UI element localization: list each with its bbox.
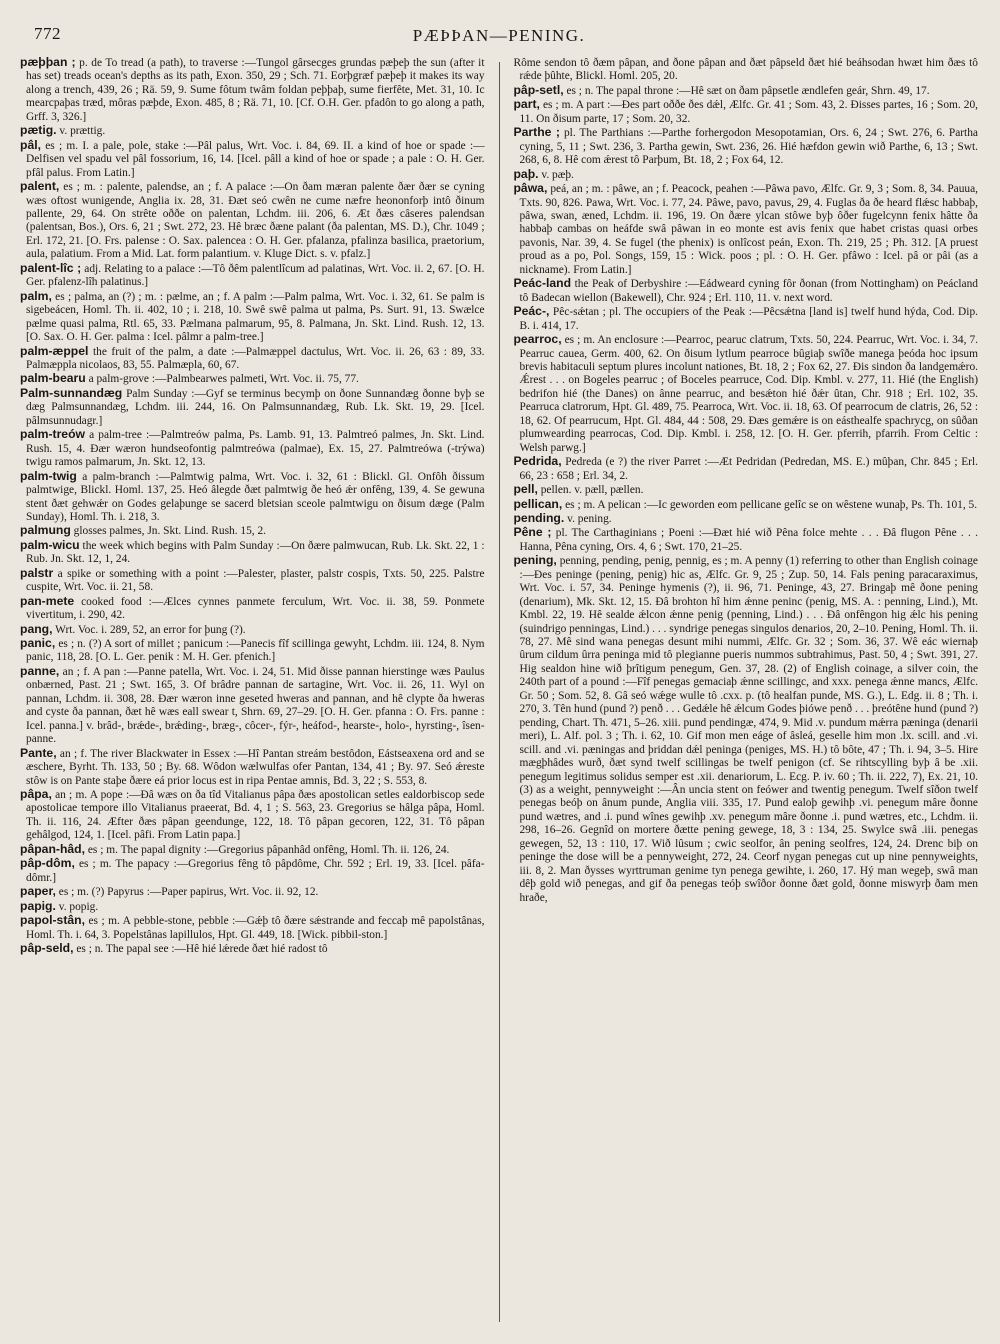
dictionary-entry (20, 914, 485, 942)
dictionary-entry (20, 567, 485, 595)
dictionary-entry (20, 942, 485, 956)
entry-headword: pang, (20, 621, 53, 636)
dictionary-entry (20, 262, 485, 290)
entry-definition: an ; m. A pope :—Ðâ wæs on ða tîd Vitalianus pâpa ðæs apostolican setles ealdorbiscop sede apostolicae tempore illo Vitalianus praeerat, Bd. 4, 1 ; S. 563, 23. Gregorius se hâlga pâpa, Homl. Th. ii. 116, 24. Æfter ðæs pâpan geendunge, 122, 18. Tô pâpan gecoren, 122, 31. Tô pâpan gehâlgod, 124, 1. [Icel. pâfi. From Latin papa.] (26, 789, 485, 842)
dictionary-entry (513, 56, 978, 84)
entry-headword: pæþþan ; (20, 56, 76, 69)
dictionary-entry (20, 524, 485, 538)
entry-definition: es ; m. The papacy :—Gregorius fêng tô pâpdôme, Chr. 592 ; Erl. 19, 33. [Icel. pâfa-dômr.] (26, 858, 485, 884)
entry-definition: the fruit of the palm, a date :—Palmæppel dactulus, Wrt. Voc. ii. 26, 63 : 89, 33. Palmæppla nicolaos, 83, 55. Palmæpla, 60, 67. (26, 345, 485, 371)
entry-definition: es ; m. The papal dignity :—Gregorius pâpanhâd onfêng, Homl. Th. ii. 126, 24. (87, 843, 450, 856)
entry-headword: paper, (20, 884, 56, 899)
entry-headword: paþ. (513, 166, 539, 181)
dictionary-entry (513, 455, 978, 483)
entry-definition: cooked food :—Ælces cynnes panmete ferculum, Wrt. Voc. ii. 38, 59. Ponmete vivertitum, i. 290, 42. (26, 595, 485, 622)
entry-headword: pâpa, (20, 787, 52, 802)
text-columns (20, 56, 978, 1336)
running-title: PÆÞÞAN—PENING. (412, 26, 586, 45)
entry-definition: an ; f. The river Blackwater in Essex :—Hî Pantan streám bestôdon, Eástseaxena ord and se æschere, Byrht. Th. 133, 50 ; By. 68. Wôdon wælwulfas ofer Pantan, 134, 41 ; By. 97. Seó ǽreste stôw is on Pante staþe ðære eá prior locus est in ripa Pentae amnis, Bd. 3, 22 ; S. 553, 8. (26, 747, 485, 787)
entry-headword: palm-bearu (20, 371, 86, 386)
entry-headword: Pêne ; (513, 525, 552, 540)
entry-headword: panne, (20, 663, 60, 678)
entry-definition: es ; n. The papal throne :—Hê sæt on ðam pâpsetle ændlefen geár, Shrn. 49, 17. (566, 84, 930, 97)
page-number: 772 (34, 24, 61, 43)
dictionary-entry (20, 428, 485, 469)
entry-headword: pâp-setl, (513, 82, 564, 97)
entry-headword: palstr (20, 565, 54, 580)
entry-headword: part, (513, 97, 540, 112)
entry-headword: palm-æppel (20, 343, 89, 358)
dictionary-entry (20, 372, 485, 386)
dictionary-entry (20, 857, 485, 885)
entry-definition: peá, an ; m. : pâwe, an ; f. Peacock, peahen :—Pâwa pavo, Ælfc. Gr. 9, 3 ; Som. 8, 34. Pauua, Txts. 90, 826. Pawa, Wrt. Voc. i. 77, 24. Pâwe, pavo, pavus, 29, 4. Fuglas ða ðe heard flǽsc habbaþ, pâwa, swan, æned, Lchdm. ii. 196, 19. On ðære ylcan stôwe byþ ôðer fugelcynn fenix hâtte ða habbaþ cambas on heáfde swâ pâwan in eo monte est avis fenix que habet cristas quasi orbes pavonis, Nar. 39, 4. Se fugel (the phenix) is onlîcost peán, Exon. Th. 219, 25 ; Ph. 312. [A pruest proud as a po, Pol. Songs, 159, 15 : Wick. poos ; pl. : O. H. Ger. pfâwo : Icel. pâ or pâi (as a nickname). From Latin.] (519, 183, 978, 276)
dictionary-entry (20, 387, 485, 428)
entry-definition: v. pæþ. (541, 168, 574, 181)
entry-headword: papig. (20, 898, 56, 913)
entry-headword: Pante, (20, 745, 57, 760)
dictionary-entry (20, 900, 485, 914)
dictionary-entry (20, 345, 485, 373)
dictionary-entry (20, 747, 485, 788)
entry-definition: es ; m. I. a pale, pole, stake :—Pâl palus, Wrt. Voc. i. 84, 69. II. a kind of hoe or spade :—Delfisen vel spadu vel pâl fossorium, 16, 14. [Icel. pâll a kind of hoe or spade ; a pale : O. H. Ger. pfâl palus. From Latin.] (26, 139, 485, 179)
entry-headword: pening, (513, 553, 557, 568)
entry-definition: pl. The Parthians :—Parthe forhergodon Mesopotamian, Ors. 6, 24 ; Swt. 276, 6. Partha cyning, 5, 11 ; Swt. 236, 3. Partha gewin, Swt. 236, 26. Hié hæfdon gewin wið Parthe, 6, 13 ; Swt. 268, 6, 8. Hê com ǽrest tô Parþum, Bt. 18, 2 ; Fox 64, 12. (519, 127, 978, 167)
entry-definition: p. de To tread (a path), to traverse :—Tungol gârsecges grundas pæþeþ the sun (after it has set) treads ocean's depths as its path, Exon. 350, 29 ; Sch. 71. Eorþgræf pæþeþ it makes its way along a trench, 439, 26 ; Rä. 59, 9. Sume fôtum twâm foldan peþþaþ, sume fierfête, Met. 31, 10. Ic mearcpaþas træd, môras pæþde, Exon. 485, 8 ; Rä. 71, 10. [Cf. O.H. Ger. pfadôn to go along a path, Grff. 3, 326.] (26, 57, 485, 123)
dictionary-entry (513, 277, 978, 305)
entry-headword: palm-wicu (20, 537, 80, 552)
dictionary-entry (20, 180, 485, 262)
dictionary-entry (513, 126, 978, 167)
entry-definition: Pedreda (e ?) the river Parret :—Æt Pedridan (Pedredan, MS. E.) mûþan, Chr. 845 ; Erl. 66, 23 : 658 ; Erl. 34, 2. (519, 456, 978, 482)
entry-definition: the Peak of Derbyshire :—Eádweard cyning fôr ðonan (from Nottingham) on Peácland tô Badecan wiellon (Bakewell), Chr. 924 ; Erl. 110, 11. v. next word. (519, 278, 978, 304)
entry-headword: pâp-dôm, (20, 856, 75, 871)
entry-definition: pellen. v. pæll, pællen. (540, 484, 644, 497)
entry-headword: pellican, (513, 496, 563, 511)
dictionary-entry (20, 539, 485, 567)
dictionary-entry (20, 885, 485, 899)
dictionary-entry (513, 512, 978, 526)
dictionary-entry (20, 290, 485, 345)
entry-headword: Peác-, (513, 304, 550, 319)
dictionary-entry (20, 470, 485, 525)
entry-definition: es ; m. A part :—Ðes part oððe ðes dǽl, Ælfc. Gr. 41 ; Som. 43, 2. Ðisses partes, 16 ; Som. 20, 11. On ðisum parte, 17 ; Som. 20, 32. (519, 99, 978, 125)
entry-headword: palm, (20, 288, 52, 303)
entry-headword: pearroc, (513, 332, 562, 347)
entry-definition: Pêc-sǽtan ; pl. The occupiers of the Peak :—Pêcsǽtna [land is] twelf hund hýda, Cod. Dip. B. i. 414, 17. (519, 306, 978, 332)
entry-headword: Peác-land (513, 276, 572, 291)
dictionary-entry (513, 84, 978, 98)
entry-definition: adj. Relating to a palace :—Tô ðêm palentlîcum ad palatinas, Wrt. Voc. ii. 2, 67. [O. H. Ger. pfalenz-lîh palatinus.] (26, 262, 485, 289)
dictionary-entry (513, 305, 978, 333)
entry-definition: es ; m. A pebble-stone, pebble :—Gǽþ tô ðære sǽstrande and feccaþ mê papolstânas, Homl. Th. i. 64, 3. Popelstânas lapillulos, Hpt. Gl. 449, 18. [Wick. pibbil-ston.] (26, 915, 485, 941)
entry-headword: pâwa, (513, 181, 548, 196)
entry-definition: pl. The Carthaginians ; Poeni :—Ðæt hié wið Pêna folce mehte . . . Ðâ flugon Pêne . . . Hanna, Pêna cyning, Ors. 4, 6 ; Swt. 170, 21–25. (519, 527, 978, 553)
entry-headword: palmung (20, 523, 71, 538)
entry-definition: es ; n. The papal see :—Hê hié lǽrede ðæt hié radost tô (76, 943, 328, 955)
entry-definition: the week which begins with Palm Sunday :—On ðære palmwucan, Rub. Lk. Skt. 22, 1 : Rub. Jn. Skt. 12, 1, 24. (26, 539, 485, 566)
dictionary-entry (513, 333, 978, 455)
entry-definition: glosses palmes, Jn. Skt. Lind. Rush. 15, 2. (73, 525, 267, 538)
entry-headword: palent, (20, 179, 60, 194)
entry-headword: pâp-seld, (20, 941, 74, 955)
dictionary-entry (513, 98, 978, 126)
entry-headword: Pedrida, (513, 454, 562, 469)
dictionary-entry (513, 554, 978, 905)
entry-definition: v. popig. (58, 900, 99, 913)
entry-definition: es ; m. (?) Papyrus :—Paper papirus, Wrt. Voc. ii. 92, 12. (58, 886, 319, 899)
entry-headword: pan-mete (20, 593, 75, 608)
left-column (20, 56, 499, 1336)
dictionary-entry (20, 665, 485, 747)
entry-headword: pending. (513, 510, 565, 525)
dictionary-entry (20, 637, 485, 665)
entry-definition: es ; n. (?) A sort of millet ; panicum :—Panecis fîf scillinga gewyht, Lchdm. iii. 124, 8. Nym panic, 118, 28. [O. L. Ger. penik : M. H. Ger. pfenich.] (26, 638, 485, 664)
dictionary-entry (20, 56, 485, 124)
dictionary-entry (20, 595, 485, 623)
entry-headword: pætig. (20, 123, 57, 138)
entry-definition: v. pening. (567, 512, 612, 525)
entry-definition: a palm-tree :—Palmtreów palma, Ps. Lamb. 91, 13. Palmtreó palmes, Jn. Skt. Lind. Rush. 15, 4. Ðær wæron hundseofontig palmtreówa (palmae), Ex. 15, 27. Palmtreówa (-trýwa) twigu ramos palmarum, Jn. Skt. 12, 13. (26, 429, 485, 469)
entry-headword: palent-lîc ; (20, 260, 82, 275)
entry-definition: Palm Sunday :—Gyf se terminus becymþ on ðone Sunnandæg ðonne byþ se dæg Palmsunnandæg, Lchdm. iii. 244, 16. On Palmsunnandæg, Rub. Lk. Skt. 19, 29. [Icel. pâlmsunnudagr.] (26, 387, 485, 427)
entry-definition: an ; f. A pan :—Panne patella, Wrt. Voc. i. 24, 51. Mid ðisse pannan hierstinge wæs Paulus onbærned, Past. 21 ; Swt. 165, 3. Of brâdre pannan de sartagine, Wrt. Voc. ii. 26, 11. Wyl on pannan, Lchdm. ii. 308, 28. Ðær wæron inne geseted hweras and pannan, and hê clypte ða hweras and cyste ða pannan, ðæt hê wæs eall swear t, Shrn. 69, 27–29. [O. H. Ger. pfanna : O. Frs. panne : Icel. panna.] v. brâd-, brǽde-, brǽding-, bræg-, côcer-, fýr-, heáfod-, hearste-, holo-, hyrsting-, îsen-panne. (26, 665, 485, 746)
dictionary-entry (20, 139, 485, 180)
entry-headword: palm-treów (20, 427, 86, 442)
entry-headword: pell, (513, 482, 538, 497)
entry-definition: Wrt. Voc. i. 289, 52, an error for þung (?). (55, 623, 246, 636)
dictionary-entry (513, 168, 978, 182)
dictionary-entry (20, 788, 485, 843)
entry-headword: palm-twig (20, 468, 77, 483)
entry-headword: pâl, (20, 137, 41, 152)
entry-definition: es ; palma, an (?) ; m. : pælme, an ; f. A palm :—Palm palma, Wrt. Voc. i. 32, 61. Se palm is sigebeácen, Homl. Th. ii. 402, 10 ; i. 218, 10. Swê swê palma ut palma, Ps. Surt. 91, 13. Swælce pælme quasi palma, Rtl. 65, 33. Pælmana palmarum, 95, 8. Palmana, Jn. Skt. Lind. Rush. 12, 13. [O. Sax. O. H. Ger. palma : Icel. pâlmr a palm-tree.] (26, 290, 485, 344)
entry-definition: es ; m. A pelican :—Ic geworden eom pellicane gelîc se on wêstene wunaþ, Ps. Th. 101, 5. (565, 498, 978, 511)
dictionary-entry (513, 498, 978, 512)
entry-definition: v. prættig. (59, 125, 106, 138)
dictionary-entry (20, 623, 485, 637)
dictionary-entry (513, 526, 978, 554)
entry-headword: Palm-sunnandæg (20, 385, 123, 400)
entry-headword: panic, (20, 636, 56, 651)
entry-headword: pâpan-hâd, (20, 841, 86, 856)
dictionary-entry (20, 124, 485, 138)
entry-definition: a palm-grove :—Palmbearwes palmeti, Wrt. Voc. ii. 75, 77. (88, 373, 359, 386)
entry-definition: es ; m. : palente, palendse, an ; f. A palace :—On ðam mæran palente ðær ðær se cyning wæs oftost wunigende, Anglia ix. 28, 31. Ðæt seó cwên ne cume næfre heononforþ intô ðinum pallente, 29, 64. On strête oððe on palentan, Lchdm. iii. 206, 6. Æt ðæs câseres palendsan (palentsan, Bos.), Ors. 6, 21 ; Swt. 272, 23. Hê bræc ðæne palant (ða palentan, MS. D.), Chr. 1049 ; Erl. 172, 21. [O. Frs. palense : O. Sax. palencea : O. H. Ger. pfalanza, pfalinza basilica, praetorium, aula, palatium. From a Mid. Lat. form palantium. v. Kluge Dict. s. v. pfalz.] (26, 181, 485, 261)
entry-definition: penning, pending, penig, pennig, es ; m. A penny (1) referring to other than English coinage :—Ðes peninge (pening, penig) hic as, Ælfc. Gr. 9, 25 ; Zup. 50, 14. Fals pening paracaraximus, Wrt. Voc. i. 57, 34. Peninge hymenis (?), ii. 96, 71. Peninge, 43, 27. Bringaþ mê ðone pening (denarium), Mk. Skt. 12, 15. Ðâ brohton hî him ǽnne peninc (penig, MS. A. : penning, Lind.), Mt. Kmbl. 22, 19. Hê sealde ǽlcon ǽnne penig (penning, Lind.) . . . Ðâ onfêngon hig ǽlc his pening (suindrigo penningas, Lind.) . . . syndrige penegas singulos denarios, 20, 2–10. Pening, Homl. Th. ii. 78, 27. Mê sind wana penegas desunt mihi nummi, Ælfc. Gr. 32 ; Som. 36, 37. Wê eác wiernaþ ûrum cildum ûrra peninga mid tô plegianne pueris nummos subtrahimus, Past. 50, 4 ; Swt. 391, 27. Hig sealdon hine wið þrîtigum penegum, Gen. 37, 28. (2) of English coinage, a silver coin, the 240th part of a pound :—Fîf penegas gemaciaþ ǽnne scillingc, and xxx. penega ǽnne mancs, Ælfc. Gr. 50 ; Som. 52, 8. Gâ seó wǽge wulle tô .cxx. p. (tô healfan punde, MS. G.), L. Edg. ii. 8 ; Th. i. 270, 3. Tên hund (pund ?) penð . . . Gedǽle hê ǽlcum Godes þiówe penð . . . þreótêne hund (pund ?) pending, Chart. Th. 471, 5–26. xiii. pund pendingæ, 474, 9. Mid .v. pundum mǽrra pæninga (denarii meri), L. Alf. pol. 3 ; Th. i. 62, 10. Gif mon men eáge of âsleá, geselle him mon .lx. scill. and .vi. scill. and .vi. pæningas and þriddan dǽl peninga (peniges, MS. H.) tô bôte, 47 ; Th. i. 94, 3–5. Hire mægþhâdes wurð, ðæt synd twelf scillingas be twelf penigon (cf. Se rihtscylling byþ â be .xii. penegum legitimus solidus semper est .xii. denariorum, L. Ecg. P. iv. 60 ; Th. ii. 222, 7), Ex. 21, 10. (3) as a weight, pennyweight :—Ân uncia stent on feówer and twentig penegum. Twelf sîðon twelf penegas beóþ on ânum punde, Anglia viii. 335, 17. Pund ealoþ gewihþ .vi. penegum mâre ðonne pund wætres, and .i. pund wînes gewihþ .xv. penegum mâre ðonne .i. pund wætres, etc., Lchdm. ii. 298, 16–26. Gegnîd on mortere ðætte pening gewege, 18, 3 : 134, 25. Swylce swâ .iii. penegas gewegen, 52, 13 : 110, 17. Wið lûsum ; cwic seolfor, ân pening seolfres, 124, 24. Drenc biþ on peninge the dose will be a pennyweight, 272, 24. Ceorf nygan penegas cut up nine pennyweights, iii. 8, 2. Man ðysses wyrttruman genime tyn penega gewihte, i. 260, 17. Hý man wegeþ, swâ man dêþ gold wið penegas, and gif ða penegas teóþ swîðor ðonne ðæt gold, ðonne miswyrþ ðam men hraðe, (519, 555, 978, 904)
dictionary-entry (513, 182, 978, 277)
entry-definition: Rôme sendon tô ðæm pâpan, and ðone pâpan and ðæt pâpseld ðæt hié beáhsodan hwæt him ðæs tô rǽde þûhte, Blickl. Homl. 205, 20. (513, 57, 978, 83)
entry-headword: papol-stân, (20, 913, 86, 928)
entry-definition: a palm-branch :—Palmtwig palma, Wrt. Voc. i. 32, 61 : Blickl. Gl. Onfôh ðissum palmtwige, Blickl. Homl. 137, 25. Heó âlegde ðæt palmtwig ðe heó ǽr onfêng, 139, 4. Se gewuna stent ðæt gehwǽr on Godes gelaþunge se sacerd bletsian sceole palmtwigu on ðisum dæge (Palm Sunday), Homl. Th. i. 218, 3. (26, 470, 485, 523)
entry-definition: es ; m. An enclosure :—Pearroc, pearuc clatrum, Txts. 50, 224. Pearruc, Wrt. Voc. i. 34, 7. Pearruc cauea, Germ. 400, 62. On ðisum lytlum pearroce bûgiaþ swîðe manega þeóda hoc ipsum brevis habitaculi septum plures incolunt nationes, Bt. 18, 2 ; Fox 62, 27. Ðis sindon ða landgemǽro. Ǽrest . . . on Bogeles pearruc ; of Boceles pearruce, Cod. Dip. Kmbl. v. 277, 11. Hié (the English) bedrifon hié (the Danes) on ânne pearruc, and besǽton hié ðǽr ûtan, Chr. 918 ; Erl. 102, 35. Pearruca clatrorum, Hpt. Gl. 489, 75. Pearroca, Wrt. Voc. ii. 18, 63. Of pearrocum de clatris, 26, 52 : 18, 62. Of pearrucum, Hpt. Gl. 484, 44 : 508, 29. Ðæs gemǽre is on eásthealfe spachrycg, on sûðan plumwearding pearrocas, Cod. Dip. Kmbl. i. 258, 12. [O. H. Ger. pferrih, pfarrih. From Celtic : Welsh parwg.] (519, 334, 978, 454)
entry-definition: a spike or something with a point :—Palester, plaster, palstr cospis, Txts. 50, 225. Palstre cuspite, Wrt. Voc. ii. 21, 58. (26, 567, 485, 594)
page-header (20, 18, 978, 56)
dictionary-entry (20, 843, 485, 857)
entry-headword: Parthe ; (513, 125, 560, 140)
dictionary-entry (513, 483, 978, 497)
right-column (499, 56, 978, 1336)
